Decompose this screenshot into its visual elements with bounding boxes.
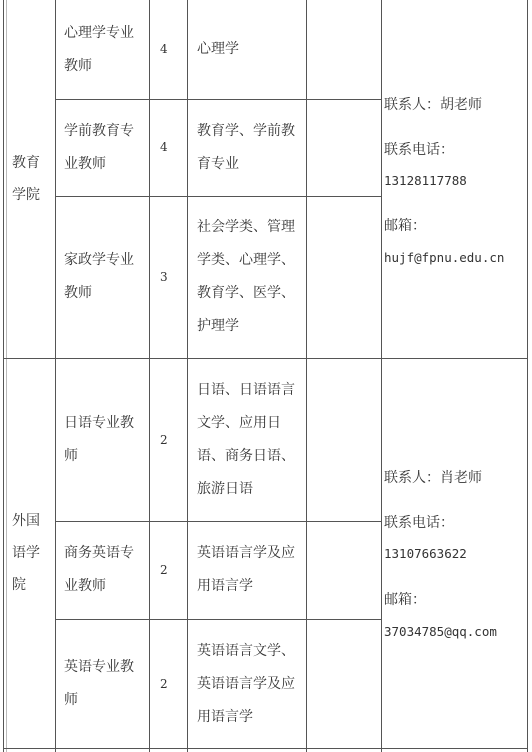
grid-line-v <box>55 0 56 752</box>
position-title: 日语专业教 师 <box>64 415 134 464</box>
grid-line-v <box>149 0 150 752</box>
contact-phone: 13128117788 <box>384 173 467 188</box>
position-majors: 英语语言文学、 英语语言学及应 用语言学 <box>197 643 295 725</box>
grid-line-v <box>6 0 7 752</box>
position-count: 3 <box>160 270 168 284</box>
contact-email[interactable]: hujf@fpnu.edu.cn <box>384 250 505 265</box>
college-name: 外国 语学 院 <box>12 513 40 593</box>
position-title: 英语专业教 师 <box>64 659 134 708</box>
position-count: 4 <box>160 42 168 56</box>
contact-phone-label: 联系电话： <box>384 515 454 531</box>
position-majors: 英语语言学及应 用语言学 <box>197 545 295 594</box>
contact-email-label: 邮箱： <box>384 218 426 234</box>
grid-line-v <box>381 0 382 752</box>
grid-line-h <box>55 99 381 100</box>
grid-line-h <box>55 619 381 620</box>
position-majors: 心理学 <box>197 41 239 57</box>
position-title: 商务英语专 业教师 <box>64 545 134 594</box>
position-count: 2 <box>160 563 168 577</box>
position-count: 4 <box>160 140 168 154</box>
contact-phone-label: 联系电话： <box>384 142 454 158</box>
position-title: 心理学专业 教师 <box>64 25 134 74</box>
position-majors: 教育学、学前教 育专业 <box>197 123 295 172</box>
position-count: 2 <box>160 677 168 691</box>
grid-line-h <box>3 358 528 359</box>
position-title: 家政学专业 教师 <box>64 252 134 301</box>
contact-person: 联系人：胡老师 <box>384 97 482 113</box>
grid-line-h <box>3 748 528 749</box>
grid-line-v <box>527 0 528 752</box>
grid-line-v <box>306 0 307 752</box>
position-majors: 日语、日语语言 文学、应用日 语、商务日语、 旅游日语 <box>197 382 295 497</box>
contact-phone: 13107663622 <box>384 546 467 561</box>
position-title: 学前教育专 业教师 <box>64 123 134 172</box>
grid-line-v <box>3 0 4 752</box>
college-name: 教育 学院 <box>12 155 40 203</box>
contact-email[interactable]: 37034785@qq.com <box>384 624 497 639</box>
position-count: 2 <box>160 433 168 447</box>
contact-person: 联系人：肖老师 <box>384 470 482 486</box>
grid-line-h <box>55 521 381 522</box>
grid-line-h <box>55 196 381 197</box>
grid-line-v <box>187 0 188 752</box>
contact-email-label: 邮箱： <box>384 592 426 608</box>
position-majors: 社会学类、管理 学类、心理学、 教育学、医学、 护理学 <box>197 219 295 334</box>
